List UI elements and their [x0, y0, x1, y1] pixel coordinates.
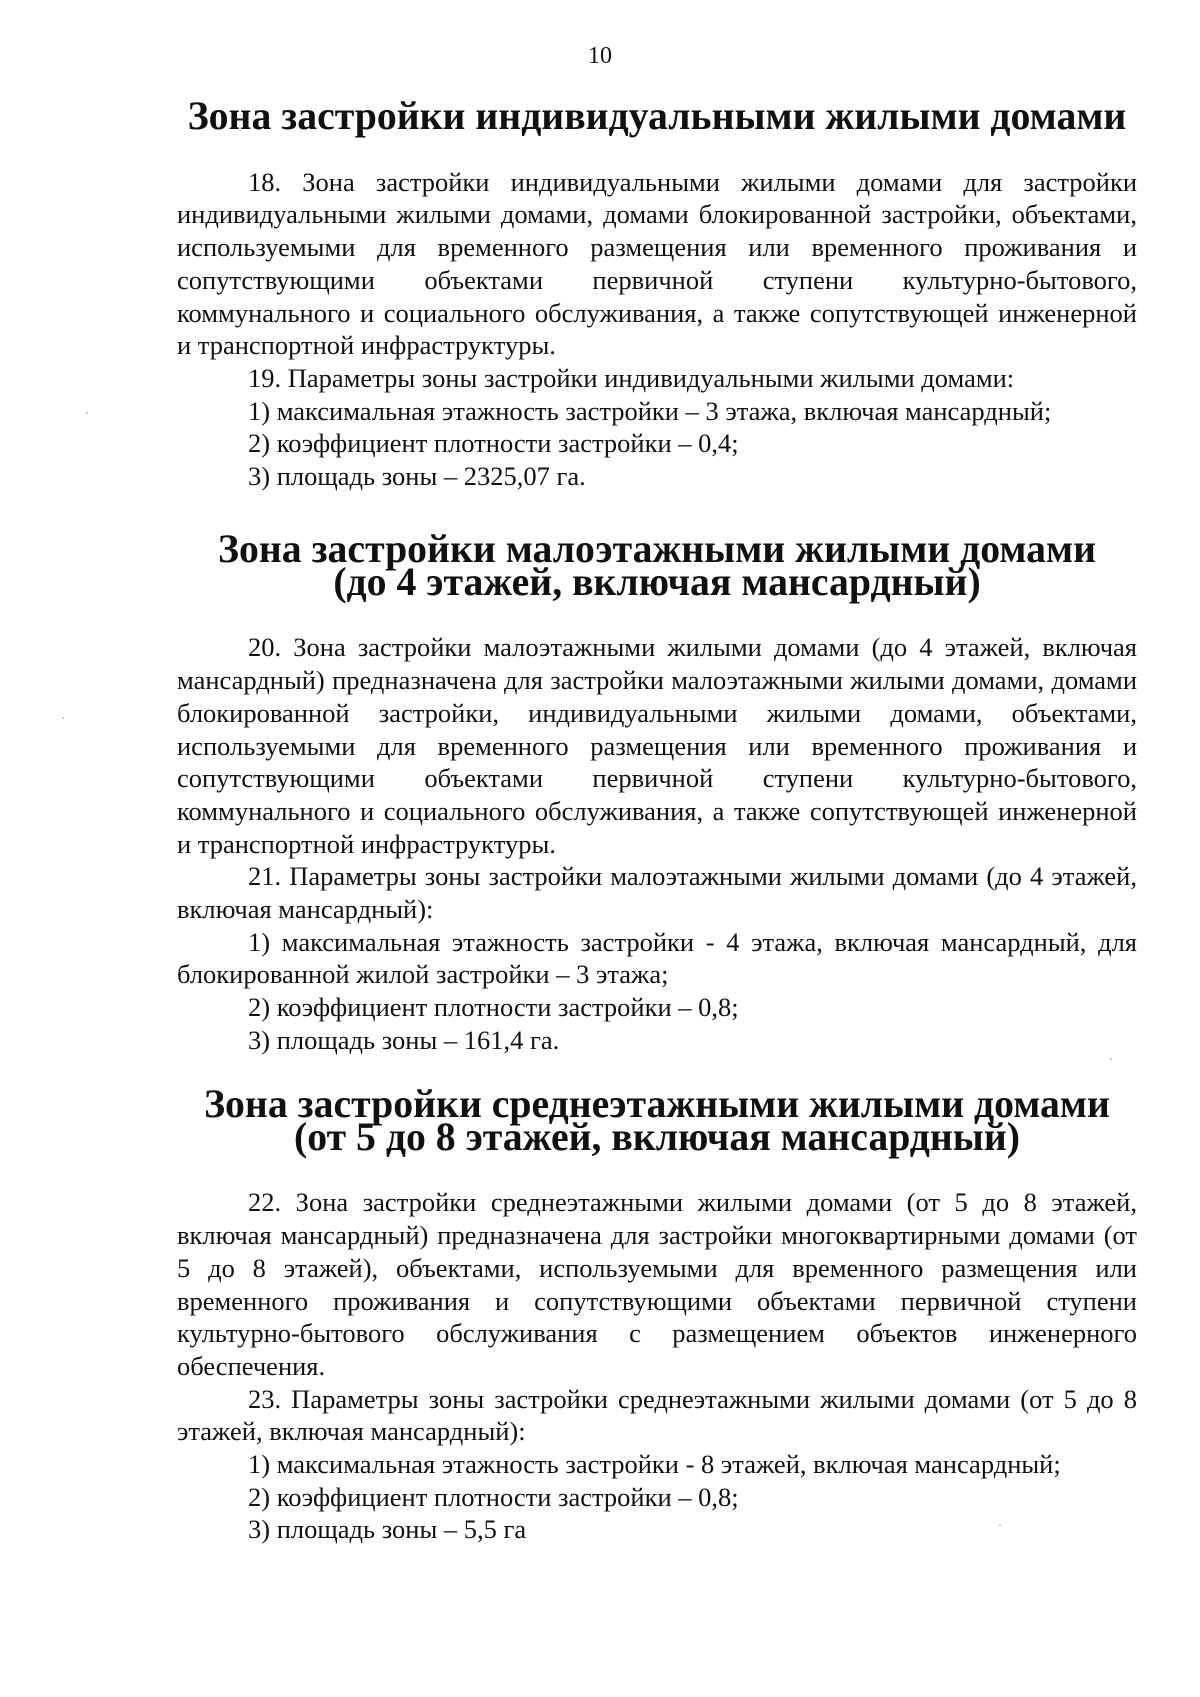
clause-20: 20. Зона застройки малоэтажными жилыми домами (до 4 этажей, включая мансардный) предназначена для застройки малоэтажными жилыми домами, домами блокированной застройки, индивидуальными жилыми домами, объектами, используемыми для временного размещения или временного проживания и сопутствующими объектами первичной ступени культурно-бытового, коммунального и социального обслуживания, а также сопутствующей инженерной и транспортной инфраструктуры.	[177, 632, 1137, 859]
section-heading: Зона застройки среднеэтажными жилыми домами (от 5 до 8 этажей, включая мансардный)	[204, 1082, 1110, 1159]
clause-21: 21. Параметры зоны застройки малоэтажными жилыми домами (до 4 этажей, включая мансардный):	[177, 861, 1137, 925]
parameter-item: 1) максимальная этажность застройки – 3 этажа, включая мансардный;	[248, 395, 1052, 426]
clause-19: 19. Параметры зоны застройки индивидуальными жилыми домами:	[248, 362, 1015, 393]
page-number: 10	[588, 43, 612, 69]
parameter-item: 3) площадь зоны – 5,5 га	[248, 1514, 527, 1545]
parameter-item: 1) максимальная этажность застройки - 8 этажей, включая мансардный;	[248, 1449, 1061, 1480]
clause-23: 23. Параметры зоны застройки среднеэтажными жилыми домами (от 5 до 8 этажей, включая мансардный):	[177, 1383, 1137, 1447]
scan-speck	[1110, 1058, 1112, 1060]
parameter-item: 1) максимальная этажность застройки - 4 этажа, включая мансардный, для блокированной жилой застройки – 3 этажа;	[177, 926, 1137, 990]
parameter-item: 2) коэффициент плотности застройки – 0,4;	[248, 428, 739, 459]
section-low-rise-housing	[177, 527, 1137, 1057]
scan-speck	[86, 412, 88, 414]
scan-speck	[62, 717, 64, 719]
section-individual-housing	[177, 94, 1137, 493]
parameter-item: 3) площадь зоны – 161,4 га.	[248, 1024, 560, 1055]
parameter-item: 2) коэффициент плотности застройки – 0,8;	[248, 1481, 739, 1512]
section-mid-rise-housing	[177, 1082, 1137, 1546]
section-heading: Зона застройки малоэтажными жилыми домами (до 4 этажей, включая мансардный)	[218, 527, 1096, 604]
parameter-item: 3) площадь зоны – 2325,07 га.	[248, 461, 586, 492]
section-heading: Зона застройки индивидуальными жилыми домами	[187, 94, 1127, 138]
clause-22: 22. Зона застройки среднеэтажными жилыми домами (от 5 до 8 этажей, включая мансардный) предназначена для застройки многоквартирными домами (от 5 до 8 этажей), объектами, используемыми для временного размещения или временного проживания и сопутствующими объектами первичной ступени культурно-бытового обслуживания с размещением объектов инженерного обеспечения.	[177, 1187, 1137, 1381]
scan-speck	[999, 1524, 1001, 1526]
parameter-item: 2) коэффициент плотности застройки – 0,8;	[248, 992, 739, 1023]
clause-18: 18. Зона застройки индивидуальными жилыми домами для застройки индивидуальными жилыми домами, домами блокированной застройки, объектами, используемыми для временного размещения или временного проживания и сопутствующими объектами первичной ступени культурно-бытового, коммунального и социального обслуживания, а также сопутствующей инженерной и транспортной инфраструктуры.	[177, 166, 1137, 361]
